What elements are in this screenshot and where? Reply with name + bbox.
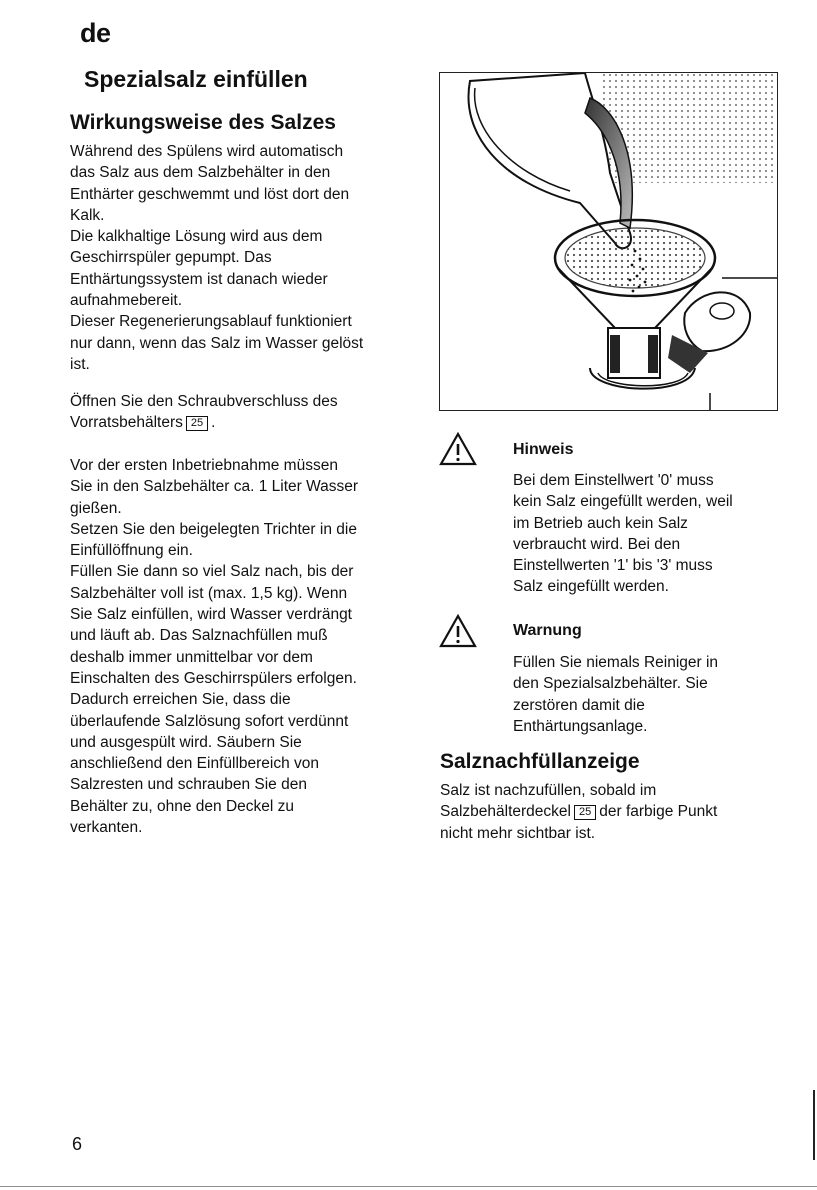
page-number: 6 bbox=[72, 1134, 83, 1154]
warnung-title: Warnung bbox=[513, 622, 582, 639]
text-fragment: der farbige Punkt bbox=[599, 803, 718, 821]
reference-box: 25 bbox=[574, 805, 596, 820]
text-line: Salzbehälter voll ist (max. 1,5 kg). Wenn bbox=[70, 584, 348, 602]
text-fragment: Salzbehälterdeckel bbox=[440, 803, 571, 821]
text-line: Füllen Sie dann so viel Salz nach, bis der bbox=[70, 563, 354, 581]
first-use-text bbox=[70, 455, 420, 838]
text-line: Vor der ersten Inbetriebnahme müssen bbox=[70, 457, 338, 474]
text-fragment: Vorratsbehälters bbox=[70, 414, 183, 432]
warnung-text bbox=[513, 652, 803, 737]
section-heading-refill-indicator: Salznachfüllanzeige bbox=[440, 750, 640, 773]
text-line: Salz ist nachzufüllen, sobald im bbox=[440, 782, 657, 799]
text-line: im Betrieb auch kein Salz bbox=[513, 514, 688, 532]
text-line: Bei dem Einstellwert '0' muss bbox=[513, 472, 714, 489]
text-line: und ausgespült wird. Säubern Sie bbox=[70, 733, 302, 751]
text-line: Einschalten des Geschirrspülers erfolgen. bbox=[70, 669, 357, 687]
text-line: nicht mehr sichtbar ist. bbox=[440, 824, 596, 842]
text-line: das Salz aus dem Salzbehälter in den bbox=[70, 164, 331, 182]
reference-box: 25 bbox=[186, 416, 208, 431]
text-line: Enthärtungssystem ist danach wieder bbox=[70, 270, 328, 288]
text-line: Sie in den Salzbehälter ca. 1 Liter Wasser bbox=[70, 478, 359, 496]
text-line: gießen. bbox=[70, 499, 122, 517]
language-code: de bbox=[80, 18, 111, 48]
text-line: Sie Salz einfüllen, wird Wasser verdrängt bbox=[70, 606, 352, 624]
text-line: Einstellwerten '1' bis '3' muss bbox=[513, 557, 713, 575]
warning-triangle-icon bbox=[439, 432, 477, 471]
warning-triangle-icon bbox=[439, 614, 477, 653]
text-line: Die kalkhaltige Lösung wird aus dem bbox=[70, 228, 323, 246]
text-line: verbraucht wird. Bei den bbox=[513, 535, 681, 553]
hinweis-title: Hinweis bbox=[513, 441, 574, 458]
text-line bbox=[440, 801, 800, 822]
text-line bbox=[70, 412, 420, 433]
text-line: Enthärter geschwemmt und löst dort den bbox=[70, 185, 350, 203]
hinweis-text bbox=[513, 470, 803, 598]
text-line: kein Salz eingefüllt werden, weil bbox=[513, 493, 733, 511]
scan-edge-line bbox=[0, 1186, 817, 1187]
text-line: Salzresten und schrauben Sie den bbox=[70, 776, 307, 794]
text-line: deshalb immer unmittelbar vor dem bbox=[70, 648, 313, 666]
text-line: Enthärtungsanlage. bbox=[513, 717, 648, 735]
text-line: nur dann, wenn das Salz im Wasser gelöst bbox=[70, 334, 364, 352]
text-line: Dieser Regenerierungsablauf funktioniert bbox=[70, 313, 352, 331]
text-fragment: . bbox=[211, 414, 216, 432]
refill-indicator-text bbox=[440, 780, 800, 844]
salt-function-text bbox=[70, 141, 420, 375]
scan-edge-line bbox=[813, 1090, 815, 1160]
text-line: Öffnen Sie den Schraubverschluss des bbox=[70, 393, 338, 410]
text-line: den Spezialsalzbehälter. Sie bbox=[513, 675, 708, 693]
text-line: anschließend den Einfüllbereich von bbox=[70, 755, 320, 773]
text-line: Füllen Sie niemals Reiniger in bbox=[513, 654, 719, 671]
text-line: Setzen Sie den beigelegten Trichter in die bbox=[70, 520, 357, 538]
page-title: Spezialsalz einfüllen bbox=[84, 66, 308, 92]
text-line: Geschirrspüler gepumpt. Das bbox=[70, 249, 272, 267]
text-line: Salz eingefüllt werden. bbox=[513, 578, 669, 596]
text-line: Einfüllöffnung ein. bbox=[70, 542, 193, 560]
text-line: verkanten. bbox=[70, 819, 143, 837]
text-line: ist. bbox=[70, 355, 90, 373]
salt-funnel-illustration bbox=[439, 72, 778, 411]
text-line: und läuft ab. Das Salznachfüllen muß bbox=[70, 627, 328, 645]
text-line: Während des Spülens wird automatisch bbox=[70, 143, 344, 160]
text-line: Dadurch erreichen Sie, dass die bbox=[70, 691, 291, 709]
section-heading-salt-function: Wirkungsweise des Salzes bbox=[70, 111, 336, 134]
text-line: überlaufende Salzlösung sofort verdünnt bbox=[70, 712, 349, 730]
text-line: Kalk. bbox=[70, 206, 105, 224]
text-line: zerstören damit die bbox=[513, 696, 645, 714]
open-cap-text bbox=[70, 391, 420, 434]
text-line: Behälter zu, ohne den Deckel zu bbox=[70, 797, 295, 815]
text-line: aufnahmebereit. bbox=[70, 292, 183, 310]
